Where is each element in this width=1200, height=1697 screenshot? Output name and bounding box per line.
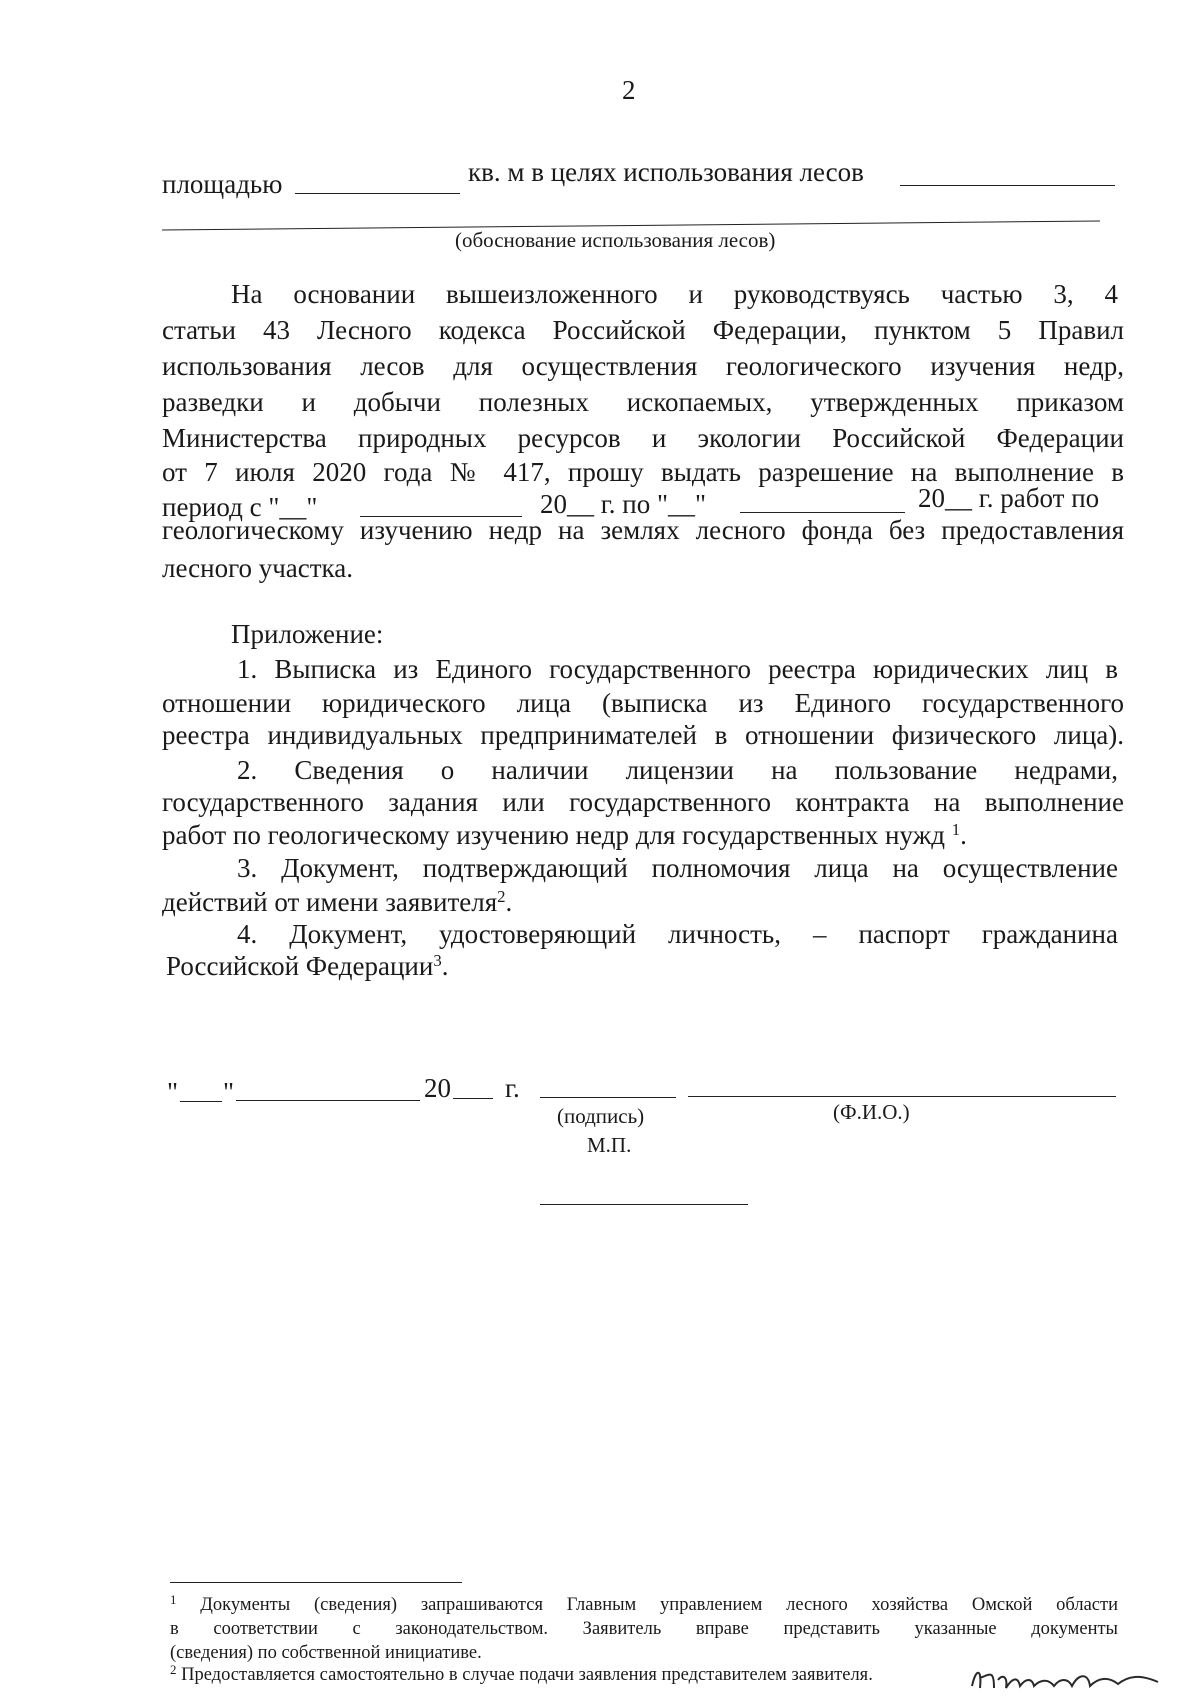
appendix-item3-footnote-ref: 2 bbox=[497, 886, 506, 906]
footnote-1-text-1: Документы (сведения) запрашиваются Главным управлением лесного хозяйства Омской области bbox=[200, 1595, 1118, 1615]
body-line-3: использования лесов для осуществления геологического изучения недр, bbox=[162, 351, 1124, 381]
handwritten-signature-mark bbox=[968, 1664, 1168, 1694]
appendix-item3-line1: 3. Документ, подтверждающий полномочия лица на осуществление bbox=[237, 853, 1118, 883]
body-line-4: разведки и добычи полезных ископаемых, утвержденных приказом bbox=[162, 387, 1124, 417]
footnote-2 bbox=[170, 1664, 873, 1686]
justification-caption: (обоснование использования лесов) bbox=[455, 228, 776, 252]
period-year1: 20__ г. по "__" bbox=[540, 489, 707, 519]
appendix-item2-line2: государственного задания или государственного контракта на выполнение bbox=[162, 787, 1124, 817]
appendix-item2-period: . bbox=[960, 820, 967, 850]
period-end-month-line bbox=[740, 512, 905, 513]
body-line-2: статьи 43 Лесного кодекса Российской Федерации, пунктом 5 Правил bbox=[162, 315, 1124, 345]
footnote-1-mark: 1 bbox=[170, 1592, 177, 1608]
appendix-item2-line1: 2. Сведения о наличии лицензии на пользование недрами, bbox=[237, 755, 1118, 785]
appendix-title: Приложение: bbox=[231, 619, 384, 649]
seal-caption: М.П. bbox=[587, 1133, 632, 1157]
appendix-item2-line3 bbox=[162, 819, 967, 851]
appendix-item4-line2 bbox=[166, 950, 448, 982]
appendix-item1-line3: реестра индивидуальных предпринимателей в отношении физического лица). bbox=[162, 720, 1124, 750]
body-line-1: На основании вышеизложенного и руководствуясь частью 3, 4 bbox=[231, 279, 1118, 309]
appendix-item4-line1: 4. Документ, удостоверяющий личность, – паспорт гражданина bbox=[237, 919, 1118, 949]
appendix-item3-period: . bbox=[505, 887, 513, 917]
fio-line bbox=[688, 1096, 1116, 1097]
appendix-item4-footnote-ref: 3 bbox=[433, 950, 442, 970]
footnote-1-line3: (сведения) по собственной инициативе. bbox=[170, 1643, 482, 1663]
date-year: 20 bbox=[424, 1073, 451, 1103]
period-start: период с "__" bbox=[162, 492, 318, 522]
appendix-item1-line1: 1. Выписка из Единого государственного реестра юридических лиц в bbox=[237, 654, 1118, 684]
body-line-6: от 7 июля 2020 года № 417, прошу выдать разрешение на выполнение в bbox=[162, 457, 1124, 487]
signature-caption: (подпись) bbox=[557, 1104, 645, 1128]
period-year2: 20__ г. работ по bbox=[918, 483, 1100, 513]
appendix-item1-line2: отношении юридического лица (выписка из Единого государственного bbox=[162, 688, 1124, 718]
date-quote-close: " bbox=[223, 1077, 235, 1107]
date-quote-open: " bbox=[167, 1077, 179, 1107]
date-year-line bbox=[453, 1098, 493, 1099]
body-line-5: Министерства природных ресурсов и экологии Российской Федерации bbox=[162, 423, 1124, 453]
date-year-suffix: г. bbox=[505, 1073, 520, 1103]
appendix-item4-text: Российской Федерации bbox=[166, 951, 434, 981]
forest-use-blank-line bbox=[900, 185, 1115, 186]
area-label: площадью bbox=[162, 169, 283, 199]
footnote-1-line1 bbox=[170, 1594, 1118, 1616]
area-unit-label: кв. м в целях использования лесов bbox=[468, 157, 864, 187]
footnote-2-mark: 2 bbox=[170, 1662, 177, 1678]
date-day-line bbox=[180, 1101, 222, 1102]
body-line-7: геологическому изучению недр на землях лесного фонда без предоставления bbox=[162, 515, 1124, 545]
page-number: 2 bbox=[622, 75, 636, 105]
appendix-item4-period: . bbox=[441, 951, 449, 981]
footnote-2-text: Предоставляется самостоятельно в случае подачи заявления представителем заявителя. bbox=[181, 1665, 873, 1685]
signature-line bbox=[540, 1097, 676, 1098]
appendix-item3-line2 bbox=[162, 886, 512, 918]
area-blank-line bbox=[295, 193, 460, 194]
footnote-1-line2: в соответствии с законодательством. Заявитель вправе представить указанные документы bbox=[170, 1619, 1118, 1639]
date-month-line bbox=[236, 1100, 420, 1101]
body-line-8: лесного участка. bbox=[162, 553, 354, 583]
appendix-item2-footnote-ref: 1 bbox=[951, 819, 961, 839]
appendix-item2-text: работ по геологическому изучению недр для государственных нужд bbox=[162, 820, 945, 850]
blank-separator-line bbox=[540, 1204, 748, 1205]
footnote-separator bbox=[170, 1582, 462, 1583]
fio-caption: (Ф.И.О.) bbox=[833, 1100, 910, 1124]
appendix-item3-text: действий от имени заявителя bbox=[162, 887, 498, 917]
